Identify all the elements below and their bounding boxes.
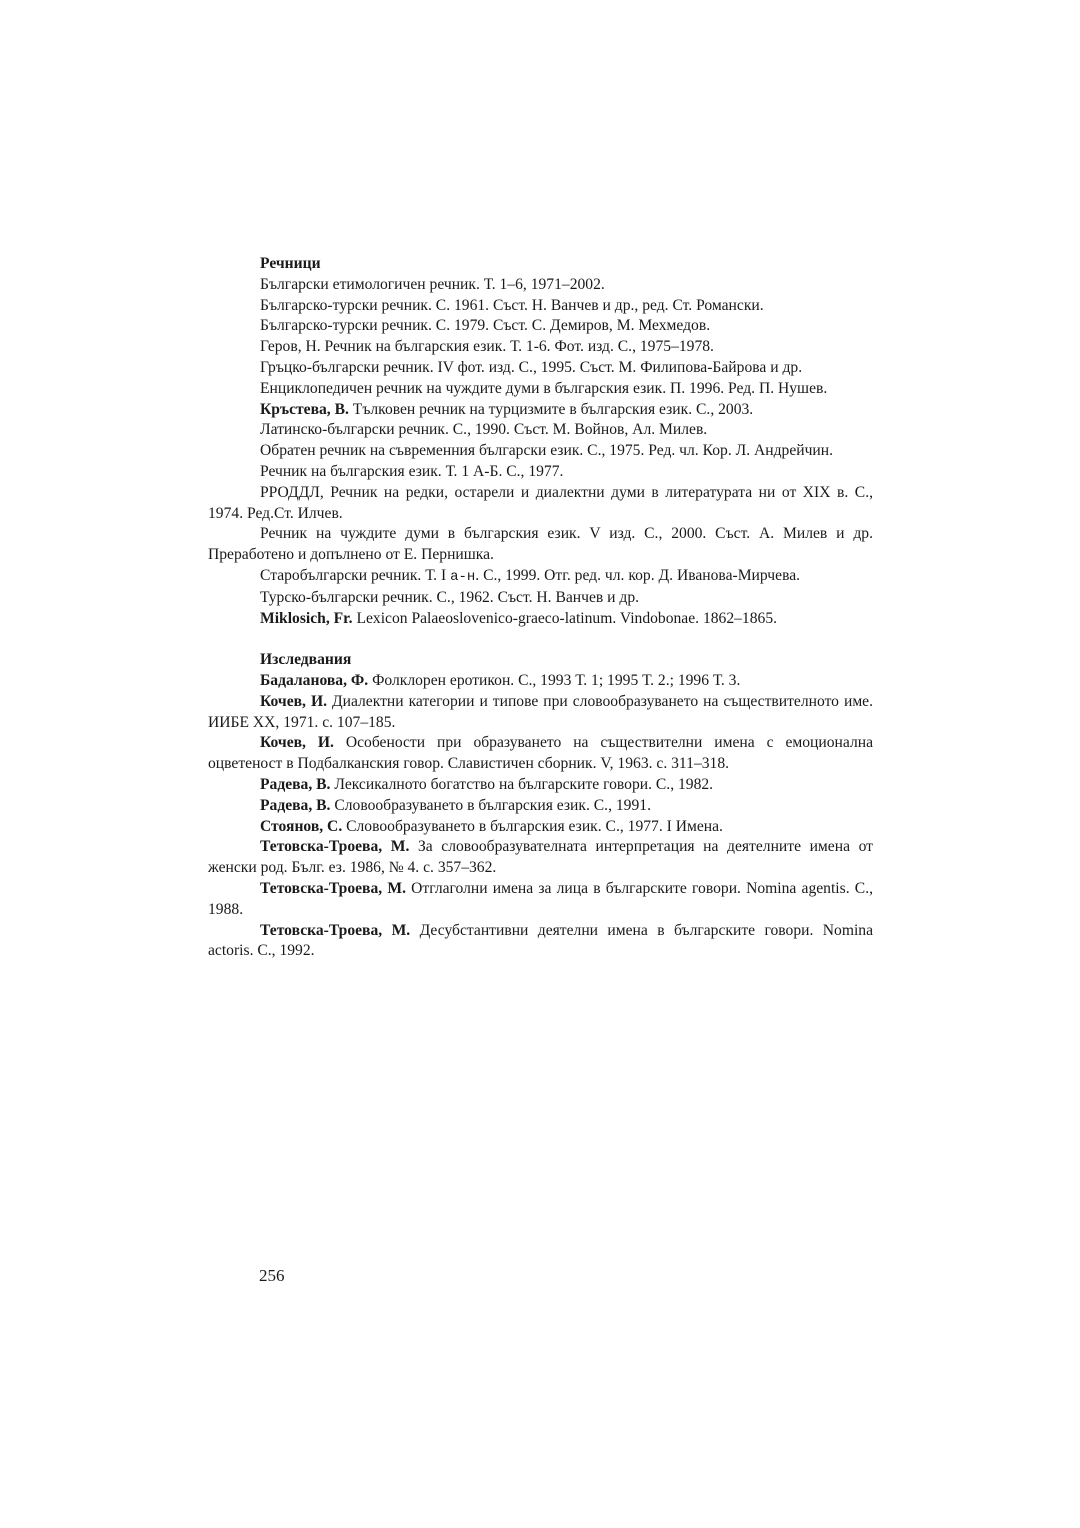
- entry-text: Българско-турски речник. С. 1979. Съст. С. Демиров, М. Мехмедов.: [260, 317, 711, 335]
- entry-author: Кръстева, В.: [260, 400, 349, 418]
- entry-text: Отглаголни имена за лица в българските говори. Nomina agentis. С., 1988.: [208, 879, 873, 918]
- entry-text: Гръцко-български речник. IV фот. изд. С., 1995. Съст. М. Филипова-Байрова и др.: [260, 358, 803, 376]
- section-title-dictionaries: Речници: [260, 255, 321, 272]
- bibliography-entry: [208, 588, 873, 609]
- page-number: 256: [259, 1266, 285, 1285]
- bibliography-entry: [208, 671, 873, 692]
- bibliography-entry: [208, 524, 873, 566]
- bibliography-entry: [208, 775, 873, 796]
- entry-text-continued: . С., 1999. Отг. ред. чл. кор. Д. Иванова-Мирчева.: [475, 566, 801, 584]
- bibliography-entry: [208, 275, 873, 296]
- entry-text: Речник на чуждите думи в българския език. V изд. С., 2000. Съст. А. Милев и др. Преработено и допълнено от Е. Пернишка.: [208, 525, 873, 564]
- entry-text: Български етимологичен речник. Т. 1–6, 1971–2002.: [260, 275, 605, 293]
- entry-text: Латинско-български речник. С., 1990. Съст. М. Войнов, Ал. Милев.: [260, 421, 708, 439]
- entry-text: РРОДДЛ, Речник на редки, остарели и диалектни думи в литературата ни от XIX в. С., 1974. Ред.Ст. Илчев.: [208, 483, 873, 522]
- entry-author: Тетовска-Троева, М.: [260, 921, 411, 939]
- entry-text: Геров, Н. Речник на българския език. Т. 1-6. Фот. изд. С., 1975–1978.: [260, 338, 714, 356]
- studies-list: [208, 671, 873, 962]
- entry-author: Тетовска-Троева, М.: [260, 879, 406, 897]
- entry-text: Фолклорен еротикон. С., 1993 Т. 1; 1995 Т. 2.; 1996 Т. 3.: [368, 671, 741, 689]
- entry-text: Старобългарски речник. Т. I: [260, 566, 451, 584]
- bibliography-entry: [208, 316, 873, 337]
- entry-text: Особености при образуването на съществителни имена с емоционална оцветеност в Подбалканския говор. Славистичен сборник. V, 1963. с. 311–318.: [208, 734, 873, 773]
- entry-text: Обратен речник на съвременния български език. С., 1975. Ред. чл. Кор. Л. Андрейчин.: [260, 442, 834, 460]
- bibliography-entry: [208, 441, 873, 462]
- entry-text: Българско-турски речник. С. 1961. Съст. Н. Ванчев и др., ред. Ст. Романски.: [260, 296, 764, 314]
- entry-author: Кочев, И.: [260, 734, 334, 752]
- entry-author: Бадаланова, Ф.: [260, 671, 369, 689]
- bibliography-entry: [208, 817, 873, 838]
- bibliography-entry: [208, 337, 873, 358]
- bibliography-entry: [208, 379, 873, 400]
- bibliography-entry: [208, 462, 873, 483]
- entry-text: Словообразуването в българския език. С., 1991.: [330, 796, 651, 814]
- section-title-studies: Изследвания: [260, 651, 352, 669]
- bibliography: [208, 254, 873, 962]
- entry-author: Кочев, И.: [260, 692, 327, 710]
- entry-text: Лексикалното богатство на българските говори. С., 1982.: [330, 775, 714, 793]
- entry-text: Lexicon Palaeoslovenico-graeco-latinum. Vindobonae. 1862–1865.: [352, 609, 778, 627]
- bibliography-entry: [208, 837, 873, 879]
- bibliography-entry: [208, 733, 873, 775]
- entry-range-text: а-н: [450, 568, 476, 585]
- bibliography-entry: [208, 692, 873, 734]
- entry-text: За словообразувателната интерпретация на деятелните имена от женски род. Бълг. ез. 1986, № 4. с. 357–362.: [208, 838, 873, 877]
- entry-text: Речник на българския език. Т. 1 А-Б. С., 1977.: [260, 462, 564, 480]
- bibliography-entry: [208, 483, 873, 525]
- bibliography-entry: [208, 609, 873, 630]
- entry-text: Диалектни категории и типове при словообразуването на съществителното име. ИИБЕ XX, 1971. с. 107–185.: [208, 692, 874, 731]
- entry-author: Радева, В.: [260, 796, 331, 814]
- entry-text: Словообразуването в българския език. С., 1977. I Имена.: [342, 817, 723, 835]
- section-gap: [208, 629, 873, 650]
- bibliography-entry: [208, 400, 873, 421]
- entry-text: Тълковен речник на турцизмите в българския език. С., 2003.: [348, 400, 754, 418]
- entry-text: Десубстантивни деятелни имена в българските говори. Nomina actoris. С., 1992.: [208, 921, 873, 960]
- bibliography-entry: [208, 879, 873, 921]
- bibliography-entry: [208, 796, 873, 817]
- entry-author: Miklosich, Fr.: [260, 609, 353, 627]
- bibliography-entry: [208, 566, 873, 588]
- bibliography-entry: [208, 358, 873, 379]
- entry-author: Стоянов, С.: [260, 817, 343, 835]
- dictionaries-list: [208, 275, 873, 630]
- bibliography-entry: [208, 420, 873, 441]
- entry-author: Тетовска-Троева, М.: [260, 838, 410, 856]
- entry-author: Радева, В.: [260, 775, 331, 793]
- bibliography-entry: [208, 296, 873, 317]
- entry-text: Турско-български речник. С., 1962. Съст. Н. Ванчев и др.: [260, 588, 640, 606]
- bibliography-entry: [208, 921, 873, 963]
- entry-text: Енциклопедичен речник на чуждите думи в българския език. П. 1996. Ред. П. Нушев.: [260, 379, 828, 397]
